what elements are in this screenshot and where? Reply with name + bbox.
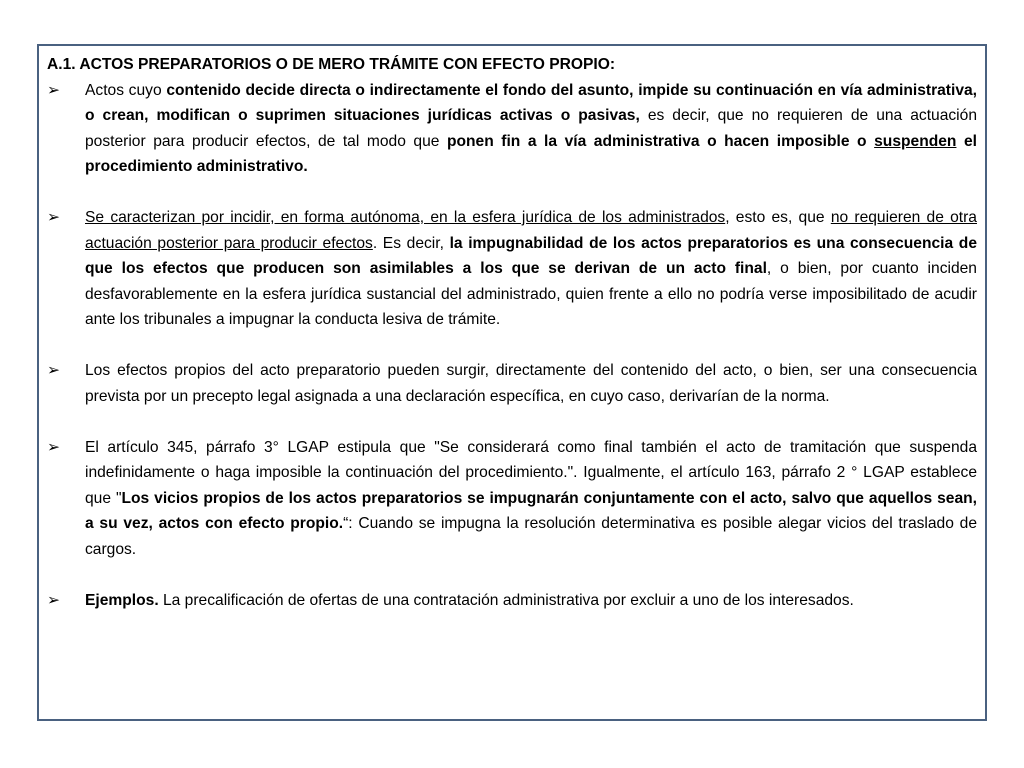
item-2-text-a: , esto es, que (725, 209, 831, 226)
item-5-text: La precalificación de ofertas de una contratación administrativa por excluir a uno de los interesados. (158, 591, 854, 609)
item-1-bold-b: ponen fin a la vía administrativa o hacen imposible o (446, 132, 875, 150)
bullet-item-3 (47, 358, 977, 409)
bullet-item-5 (47, 588, 977, 614)
arrow-bullet-icon: ➢ (47, 81, 61, 99)
item-1-bold-c: el procedimiento administrativo. (85, 132, 977, 175)
item-2-underlined-a: Se caracterizan por incidir, en forma autónoma, en la esfera jurídica de los administrados (85, 209, 726, 226)
item-1-text-a: Actos cuyo (85, 81, 167, 99)
item-2-bold: la impugnabilidad de los actos preparatorios es una consecuencia de que los efectos que producen son asimilables a los que se derivan de un acto final (85, 234, 977, 277)
content-frame (37, 44, 987, 721)
item-1-bold-underlined: suspenden (874, 132, 957, 150)
item-2-underlined-b: no requieren de otra actuación posterior para producir efectos (85, 209, 977, 252)
item-1-bold-a: contenido decide directa o indirectamente el fondo del asunto, impide su continuación en vía administrativa, o crean, modifican o suprimen situaciones jurídicas activas o pasivas, (85, 81, 978, 124)
arrow-bullet-icon: ➢ (47, 209, 61, 226)
item-2-text-b: . Es decir, (372, 234, 450, 252)
arrow-bullet-icon: ➢ (47, 362, 61, 379)
arrow-bullet-icon: ➢ (47, 591, 61, 609)
arrow-bullet-icon: ➢ (47, 438, 61, 456)
item-2-text-c: , o bien, por cuanto inciden desfavorablemente en la esfera jurídica sustancial del administrado, quien frente a ello no podría verse imposibilitado de acudir ante los tribunales a impugnar la conducta lesiva de trámite. (85, 260, 977, 328)
item-4-text-b: “: Cuando se impugna la resolución determinativa es posible alegar vicios del traslado de cargos. (85, 515, 978, 558)
bullet-item-2 (47, 205, 977, 333)
item-1-text-b: es decir, que no requieren de una actuación posterior para producir efectos, de tal modo que (85, 107, 977, 150)
bullet-item-1 (47, 78, 977, 180)
section-heading: A.1. ACTOS PREPARATORIOS O DE MERO TRÁMITE CON EFECTO PROPIO: (47, 56, 616, 73)
item-4-text-a: El artículo 345, párrafo 3° LGAP estipula que "Se considerará como final también el acto de tramitación que suspenda indefinidamente o haga imposible la continuación del procedimiento.". Igualmente, el artículo 163, párrafo 2 ° LGAP establece que " (85, 438, 977, 507)
item-3-text: Los efectos propios del acto preparatorio pueden surgir, directamente del contenido del acto, o bien, ser una consecuencia prevista por un precepto legal asignada a una declaración específica, en cuyo caso, derivarían de la norma. (85, 362, 977, 405)
item-4-bold: Los vicios propios de los actos preparatorios se impugnarán conjuntamente con el acto, salvo que aquellos sean, a su vez, actos con efecto propio. (85, 489, 977, 532)
bullet-item-4 (47, 435, 977, 563)
item-5-bold: Ejemplos. (85, 591, 159, 609)
